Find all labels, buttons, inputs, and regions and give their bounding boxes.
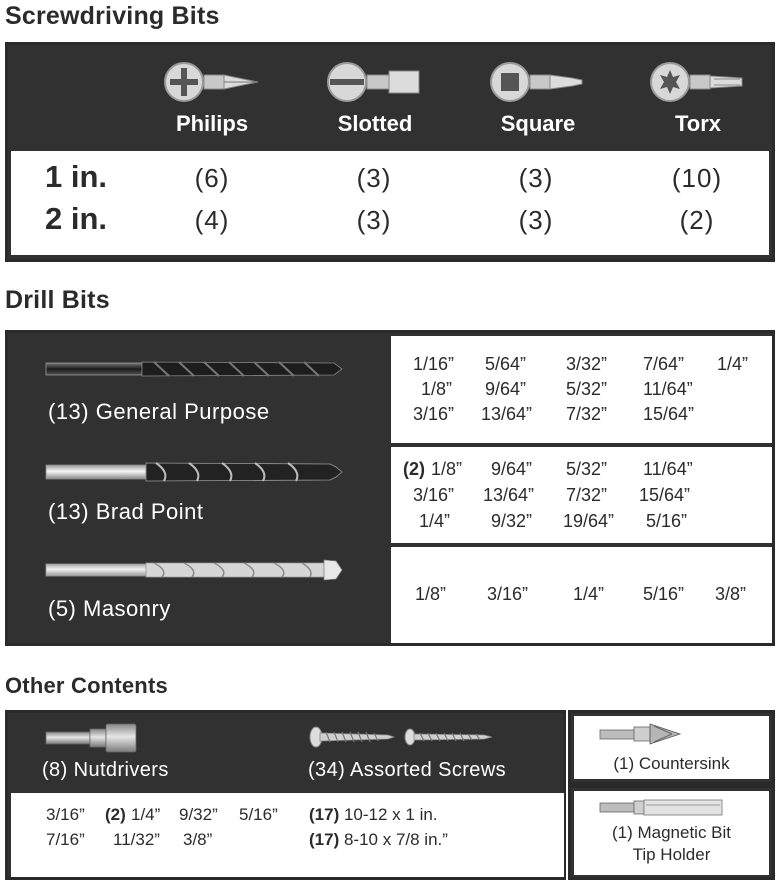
size: 7/32” — [566, 485, 608, 505]
table-row — [11, 159, 769, 203]
size: 1/4” — [131, 805, 161, 824]
countersink-panel — [568, 710, 775, 785]
size: 5/16” — [643, 584, 685, 604]
size: 1/16” — [413, 354, 455, 374]
size: 3/16” — [487, 584, 529, 604]
philips-bit-icon — [162, 59, 262, 105]
drill-bits-panel — [5, 330, 775, 646]
general-purpose-sizes — [391, 336, 772, 443]
size: 11/32” — [113, 830, 160, 849]
screws-icon — [308, 725, 498, 753]
size: 5/16” — [646, 511, 688, 531]
table-row — [11, 201, 769, 245]
count-square: (3) — [518, 205, 554, 235]
slotted-column — [305, 59, 445, 137]
drill-bits-title: Drill Bits — [5, 286, 110, 314]
row-size: 2 in. — [45, 201, 108, 236]
size: 5/16” — [239, 805, 278, 824]
magnetic-holder-label-line1: (1) Magnetic Bit — [611, 823, 732, 842]
nutdrivers-label: (8) Nutdrivers — [42, 759, 169, 781]
size: 9/64” — [485, 379, 527, 399]
size: 1/8” — [431, 459, 463, 479]
philips-column — [142, 59, 282, 137]
nutdriver-count: (2) — [105, 805, 126, 824]
brad-point-drill-icon — [44, 459, 344, 485]
nutdriver-icon — [44, 721, 140, 755]
size: 1/8” — [415, 584, 447, 604]
screwdriving-table — [11, 151, 769, 255]
count-torx: (2) — [679, 205, 715, 235]
torx-label: Torx — [674, 111, 722, 136]
general-purpose-label: (13) General Purpose — [48, 399, 270, 424]
other-contents-sizes — [11, 793, 564, 877]
countersink-label: (1) Countersink — [613, 754, 730, 773]
size: 1/4” — [573, 584, 605, 604]
count-slotted: (3) — [356, 163, 392, 193]
magnetic-holder-panel — [568, 785, 775, 880]
magnetic-holder-label-line2: Tip Holder — [632, 845, 711, 864]
brad-point-label: (13) Brad Point — [48, 499, 204, 524]
magnetic-holder-card — [574, 791, 769, 875]
size: 9/64” — [491, 459, 533, 479]
size: 11/64” — [643, 459, 693, 479]
slotted-label: Slotted — [337, 111, 413, 136]
masonry-sizes — [391, 547, 772, 643]
count-square: (3) — [518, 163, 554, 193]
size: 7/16” — [46, 830, 85, 849]
torx-column — [628, 59, 768, 137]
size: 9/32” — [179, 805, 218, 824]
size: 3/16” — [46, 805, 85, 824]
countersink-card — [574, 716, 769, 779]
size: 9/32” — [491, 511, 533, 531]
slotted-bit-icon — [325, 59, 425, 105]
size: 1/4” — [419, 511, 451, 531]
countersink-icon — [598, 722, 684, 746]
magnetic-bit-holder-icon — [598, 797, 726, 817]
size: 3/8” — [183, 830, 213, 849]
brad-point-sizes — [391, 447, 772, 543]
brad-point-group — [8, 443, 390, 543]
size: 3/16” — [413, 404, 455, 424]
screwdriving-title: Screwdriving Bits — [5, 2, 220, 30]
masonry-label: (5) Masonry — [48, 596, 171, 621]
count-slotted: (3) — [356, 205, 392, 235]
size: 13/64” — [483, 485, 535, 505]
brad-prefix-count: (2) — [403, 459, 425, 479]
screw-item: (17) 10-12 x 1 in. — [309, 805, 438, 824]
size: 13/64” — [481, 404, 533, 424]
size: 3/32” — [566, 354, 608, 374]
screwdriving-panel — [5, 42, 775, 262]
size: 3/16” — [413, 485, 455, 505]
assorted-screws-label: (34) Assorted Screws — [308, 759, 507, 781]
size: 7/32” — [566, 404, 608, 424]
other-contents-panel — [5, 710, 566, 880]
masonry-group — [8, 543, 390, 643]
square-column — [468, 59, 608, 137]
general-purpose-group — [8, 333, 390, 443]
size: 1/4” — [717, 354, 749, 374]
size: 1/8” — [421, 379, 453, 399]
size: 7/64” — [643, 354, 685, 374]
general-purpose-drill-icon — [44, 357, 344, 381]
size: 15/64” — [639, 485, 691, 505]
screw-item: (17) 8-10 x 7/8 in.” — [309, 830, 448, 849]
count-philips: (4) — [194, 205, 230, 235]
size: 15/64” — [643, 404, 695, 424]
size: 3/8” — [715, 584, 747, 604]
philips-label: Philips — [175, 111, 249, 136]
size: 5/32” — [566, 459, 608, 479]
size: 5/32” — [566, 379, 608, 399]
masonry-drill-icon — [44, 557, 344, 583]
size: 19/64” — [563, 511, 615, 531]
count-philips: (6) — [194, 163, 230, 193]
size: 5/64” — [485, 354, 527, 374]
other-contents-title: Other Contents — [5, 673, 168, 698]
square-bit-icon — [488, 59, 588, 105]
count-torx: (10) — [671, 163, 723, 193]
size: 11/64” — [643, 379, 693, 399]
torx-bit-icon — [648, 59, 748, 105]
square-label: Square — [500, 111, 576, 136]
row-size: 1 in. — [45, 159, 108, 194]
